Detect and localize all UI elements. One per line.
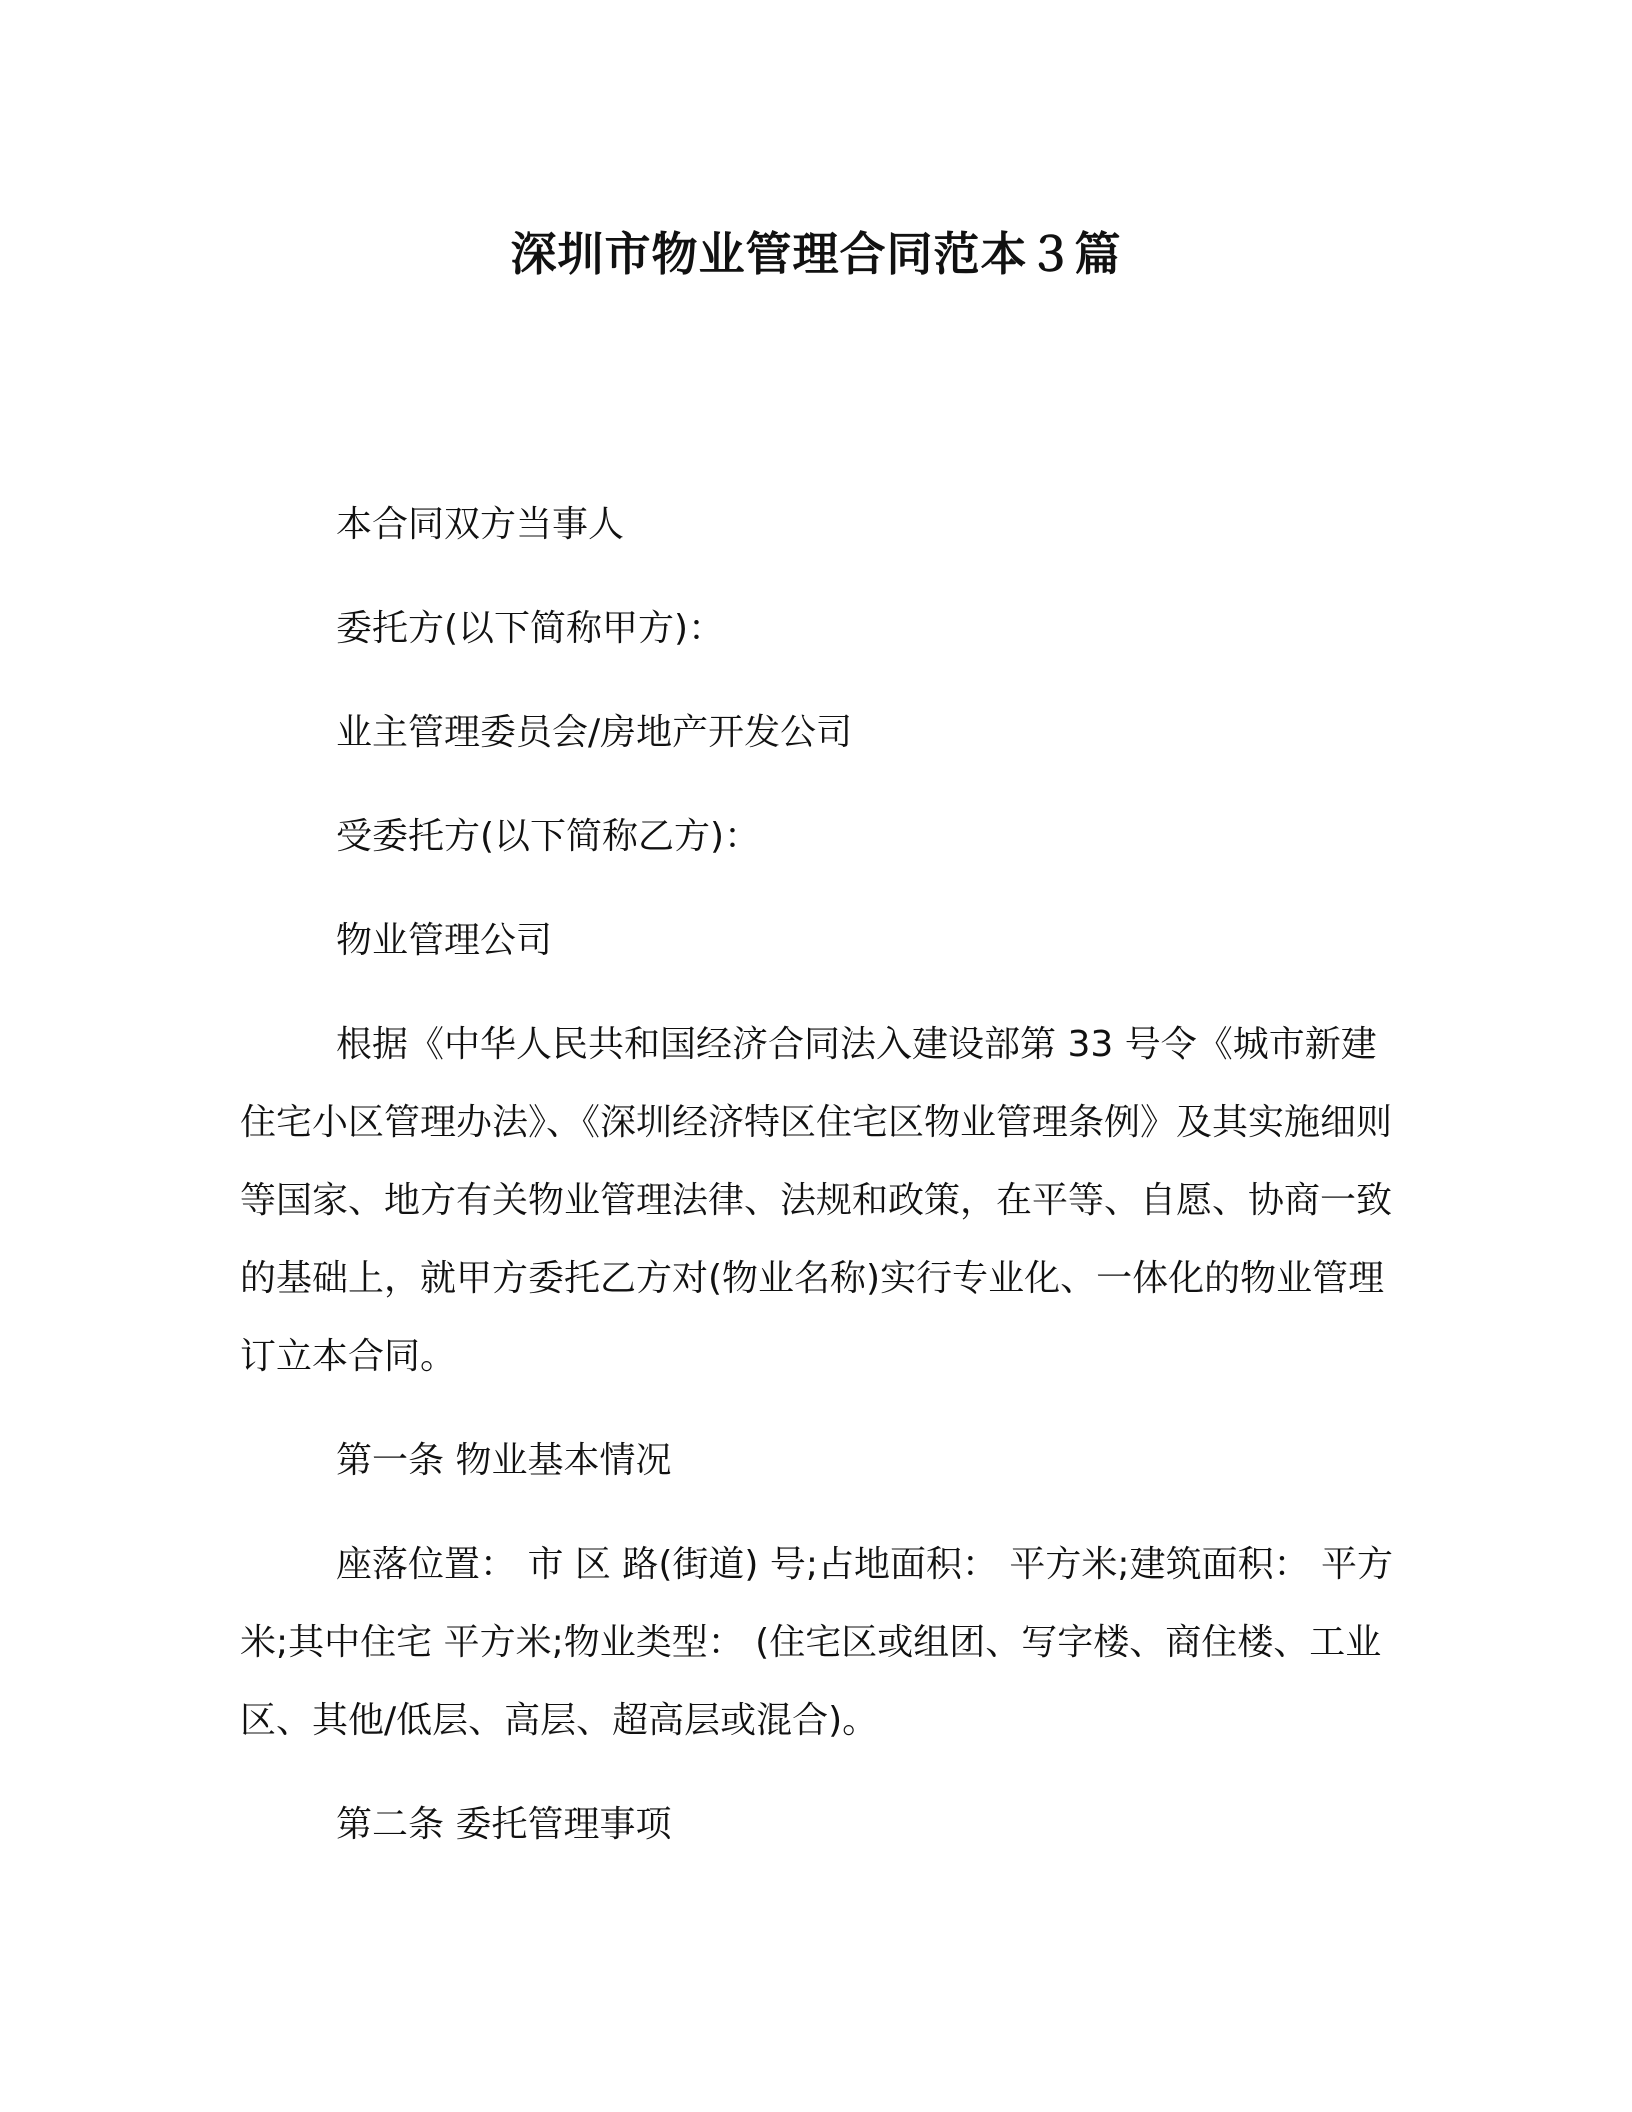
- paragraph-party-b-name: 物业管理公司: [336, 920, 553, 961]
- article-1-heading: 第一条 物业基本情况: [336, 1440, 672, 1481]
- document-body: [240, 486, 1400, 1890]
- paragraph-party-a-label: 委托方(以下简称甲方)：: [336, 608, 725, 649]
- paragraph-parties: 本合同双方当事人: [336, 504, 625, 545]
- article-1-content: 座落位置： 市 区 路(街道) 号;占地面积： 平方米;建筑面积： 平方米;其中住宅 平方米;物业类型： (住宅区或组团、写字楼、商住楼、工业区、其他/低层、高层、超高层或混合)。: [240, 1544, 1394, 1741]
- paragraph-party-b-label: 受委托方(以下简称乙方)：: [336, 816, 761, 857]
- paragraph-party-a-name: 业主管理委员会/房地产开发公司: [336, 712, 853, 753]
- document-title: 深圳市物业管理合同范本３篇: [510, 227, 1122, 281]
- article-2-heading: 第二条 委托管理事项: [336, 1804, 672, 1845]
- paragraph-basis: 根据《中华人民共和国经济合同法入建设部第 33 号令《城市新建住宅小区管理办法》、《深圳经济特区住宅区物业管理条例》及其实施细则等国家、地方有关物业管理法律、法规和政策，在平等、自愿、协商一致的基础上，就甲方委托乙方对(物业名称)实行专业化、一体化的物业管理订立本合同。: [240, 1024, 1393, 1377]
